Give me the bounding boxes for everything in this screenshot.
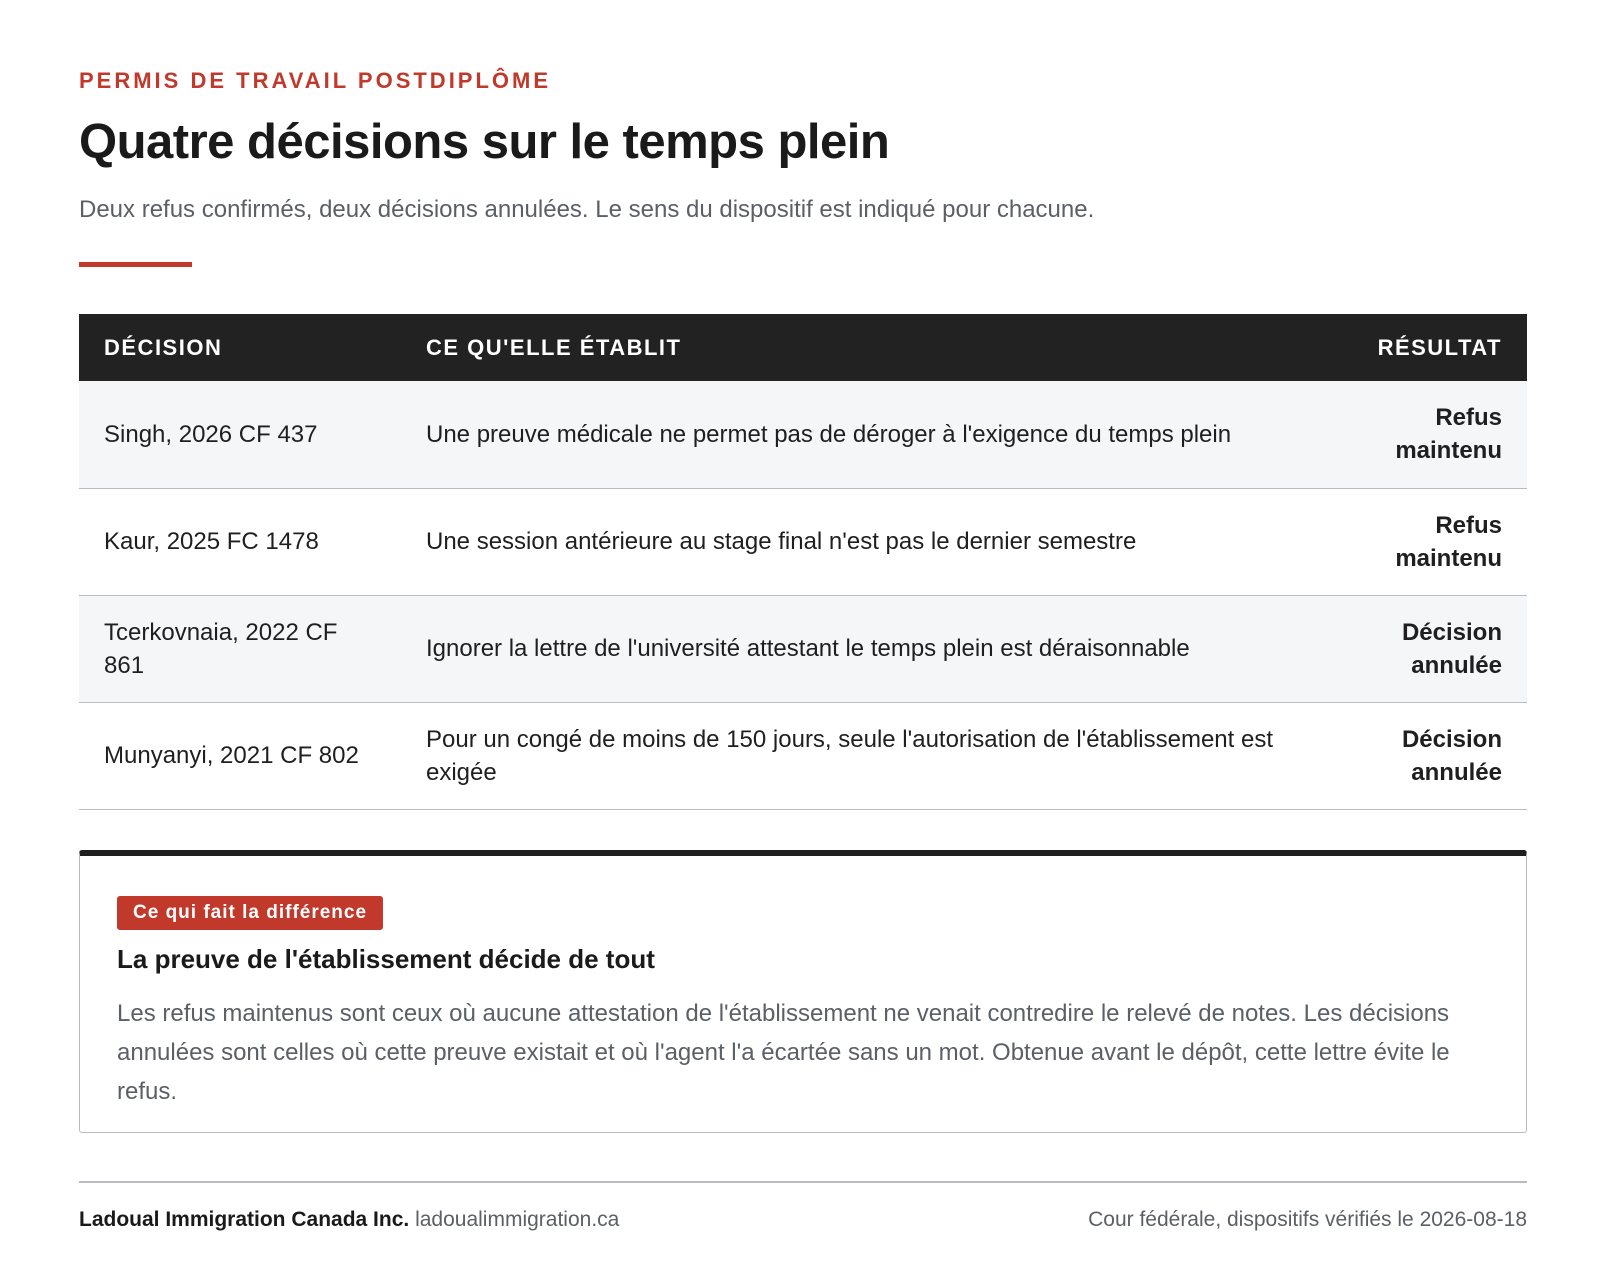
key-takeaway-callout <box>79 850 1527 1133</box>
cell-result <box>1307 702 1527 809</box>
result-line-2: annulée <box>1411 651 1502 679</box>
callout-badge: Ce qui fait la différence <box>117 896 383 930</box>
accent-rule <box>79 262 192 267</box>
result-line-1: Décision <box>1401 618 1502 646</box>
cell-case: Tcerkovnaia, 2022 CF 861 <box>79 595 401 702</box>
footer-divider <box>79 1181 1527 1183</box>
result-line-1: Refus <box>1435 511 1502 539</box>
cell-result <box>1307 595 1527 702</box>
table-row <box>79 702 1527 809</box>
result-line-2: annulée <box>1411 758 1502 786</box>
callout-title: La preuve de l'établissement décide de tout <box>117 944 655 974</box>
column-header-decision: DÉCISION <box>79 314 401 381</box>
cell-case: Kaur, 2025 FC 1478 <box>79 488 401 595</box>
footer-source: Cour fédérale, dispositifs vérifiés le 2026-08-18 <box>1088 1208 1527 1231</box>
cell-finding: Une preuve médicale ne permet pas de déroger à l'exigence du temps plein <box>401 381 1307 488</box>
cell-finding: Une session antérieure au stage final n'est pas le dernier semestre <box>401 488 1307 595</box>
result-line-2: maintenu <box>1395 544 1502 572</box>
footer-credit <box>79 1208 619 1232</box>
table-header-row <box>79 314 1527 381</box>
cell-finding: Pour un congé de moins de 150 jours, seule l'autorisation de l'établissement est exigée <box>401 702 1307 809</box>
table-row <box>79 595 1527 702</box>
result-line-1: Refus <box>1435 404 1502 432</box>
page-title: Quatre décisions sur le temps plein <box>79 115 890 169</box>
footer-site: ladoualimmigration.ca <box>415 1208 620 1231</box>
page-subtitle: Deux refus confirmés, deux décisions annulées. Le sens du dispositif est indiqué pour chacune. <box>79 196 1095 223</box>
eyebrow: PERMIS DE TRAVAIL POSTDIPLÔME <box>79 68 552 93</box>
decisions-table <box>79 314 1527 810</box>
cell-result <box>1307 381 1527 488</box>
cell-case: Munyanyi, 2021 CF 802 <box>79 702 401 809</box>
cell-finding: Ignorer la lettre de l'université attestant le temps plein est déraisonnable <box>401 595 1307 702</box>
column-header-result: RÉSULTAT <box>1307 314 1527 381</box>
result-line-1: Décision <box>1401 725 1502 753</box>
cell-result <box>1307 488 1527 595</box>
table-row <box>79 488 1527 595</box>
callout-body: Les refus maintenus sont ceux où aucune attestation de l'établissement ne venait contredire le relevé de notes. Les décisions annulées sont celles où cette preuve existait et où l'agent l'a écartée sans un mot. Obtenue avant le dépôt, cette lettre évite le refus. <box>117 1000 1450 1105</box>
cell-case: Singh, 2026 CF 437 <box>79 381 401 488</box>
table-row <box>79 381 1527 488</box>
result-line-2: maintenu <box>1395 437 1502 465</box>
column-header-finding: CE QU'ELLE ÉTABLIT <box>401 314 1307 381</box>
footer-org: Ladoual Immigration Canada Inc. <box>79 1208 410 1231</box>
